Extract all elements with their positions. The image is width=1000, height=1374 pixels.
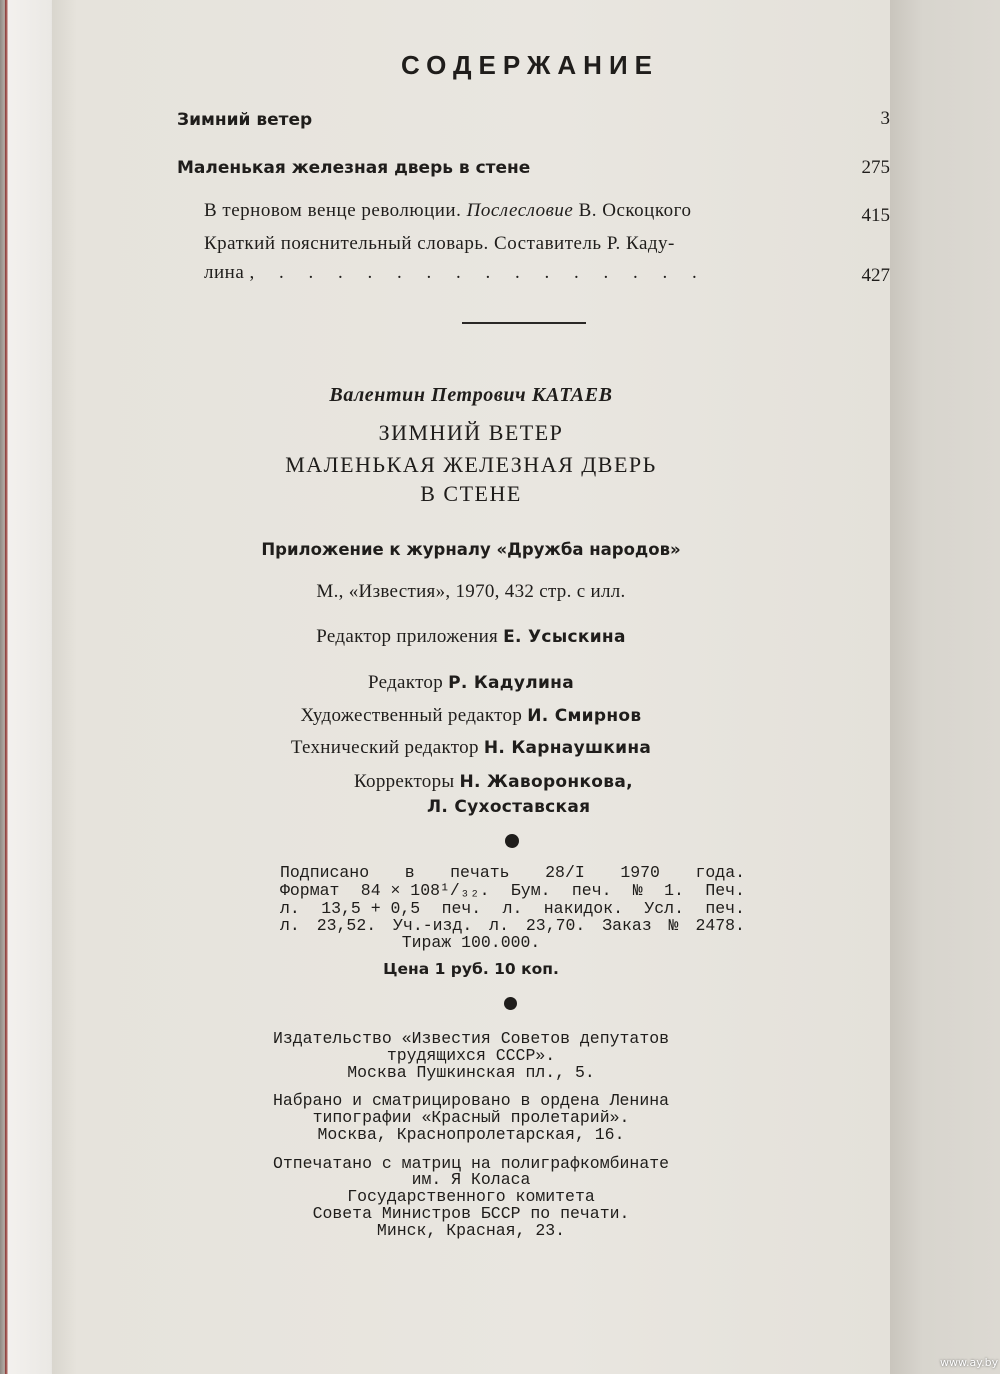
credit-name: И. Смирнов bbox=[527, 706, 642, 726]
book-title-line: ЗИМНИЙ ВЕТЕР bbox=[378, 420, 564, 445]
print-word: печ. bbox=[571, 881, 612, 900]
bullet-ornament bbox=[504, 997, 517, 1010]
print-word: Формат bbox=[280, 881, 340, 900]
print-details-line bbox=[280, 917, 745, 934]
publisher-line: Издательство «Известия Советов депутатов bbox=[272, 1029, 670, 1048]
print-details-line bbox=[280, 900, 745, 917]
supplement-text: Приложение к журналу «Дружба народов» bbox=[261, 540, 681, 559]
toc-afterword-author: В. Оскоцкого bbox=[578, 200, 692, 221]
credit-name: Р. Кадулина bbox=[448, 673, 574, 693]
section-divider bbox=[462, 322, 586, 324]
printing-line: Государственного комитета bbox=[347, 1187, 595, 1206]
credit-role: Технический редактор bbox=[290, 737, 479, 758]
print-details-line bbox=[280, 882, 745, 899]
print-word: 84 × 108¹/₃₂. bbox=[360, 881, 490, 900]
facing-page bbox=[890, 0, 1000, 1374]
print-word: № bbox=[668, 916, 679, 935]
print-word: л. bbox=[280, 899, 300, 918]
credit-line bbox=[52, 705, 890, 727]
publication-line: М., «Известия», 1970, 432 стр. с илл. bbox=[316, 581, 626, 602]
print-word: года. bbox=[695, 863, 745, 882]
credit-role: Редактор приложения bbox=[316, 626, 499, 647]
print-word: печ. bbox=[441, 899, 482, 918]
credit-role: Редактор bbox=[367, 672, 444, 693]
credit-line bbox=[52, 626, 890, 648]
print-word: 23,70. bbox=[525, 916, 586, 935]
toc-entry-page: 3 bbox=[880, 108, 890, 129]
credit-name: Е. Усыскина bbox=[503, 627, 626, 647]
book-title-line: МАЛЕНЬКАЯ ЖЕЛЕЗНАЯ ДВЕРЬ bbox=[285, 452, 657, 477]
print-word: Подписано bbox=[280, 863, 370, 882]
printing-line: Минск, Красная, 23. bbox=[376, 1221, 566, 1240]
credit-role: Корректоры bbox=[354, 771, 455, 792]
supplement-note bbox=[52, 540, 890, 559]
typesetting-line: Набрано и сматрицировано в ордена Ленина bbox=[272, 1091, 670, 1110]
publisher-line: трудящихся СССР». bbox=[386, 1046, 556, 1065]
circulation: Тираж 100.000. bbox=[401, 933, 541, 952]
book-title-line: В СТЕНЕ bbox=[420, 481, 522, 506]
print-word: 13,5 + 0,5 bbox=[321, 899, 421, 918]
printing-line: Совета Министров БССР по печати. bbox=[312, 1204, 630, 1223]
toc-afterword-label: Послесловие bbox=[466, 200, 574, 221]
bullet-ornament bbox=[505, 834, 519, 848]
watermark: www.ay.by bbox=[940, 1356, 999, 1369]
print-details-line bbox=[280, 864, 745, 881]
print-word: № bbox=[632, 881, 643, 900]
print-word: 23,52. bbox=[316, 916, 377, 935]
price: Цена 1 руб. 10 коп. bbox=[383, 960, 559, 978]
print-word: л. bbox=[280, 916, 300, 935]
print-word: 1970 bbox=[620, 863, 660, 882]
print-word: печать bbox=[450, 863, 510, 882]
toc-title: СОДЕРЖАНИЕ bbox=[401, 50, 659, 80]
credit-line bbox=[427, 796, 590, 818]
print-word: Заказ bbox=[602, 916, 652, 935]
print-word: печ. bbox=[705, 899, 745, 918]
toc-glossary-line2 bbox=[204, 262, 707, 284]
toc-entry-title: Маленькая железная дверь в стене bbox=[177, 158, 531, 178]
print-word: Уч.-изд. bbox=[393, 916, 473, 935]
credit-role: Художественный редактор bbox=[300, 705, 523, 726]
typesetting-line: типографии «Красный пролетарий». bbox=[312, 1108, 630, 1127]
print-word: 2478. bbox=[695, 916, 745, 935]
print-word: 28/I bbox=[545, 863, 585, 882]
book-spine-edge bbox=[0, 0, 58, 1374]
printing-line: им. Я Коласа bbox=[411, 1170, 531, 1189]
print-word: Усл. bbox=[644, 899, 684, 918]
toc-leader-dots: , . . . . . . . . . . . . . . . bbox=[249, 262, 707, 283]
credit-line bbox=[52, 737, 890, 759]
print-word: 1. bbox=[664, 881, 684, 900]
author-name: Валентин Петрович КАТАЕВ bbox=[329, 384, 613, 406]
credit-name: Н. Карнаушкина bbox=[483, 738, 652, 758]
credit-name: Л. Сухоставская bbox=[427, 797, 591, 817]
toc-entry-title: Зимний ветер bbox=[177, 110, 313, 130]
toc-entry-page: 415 bbox=[861, 205, 890, 226]
publisher-line: Москва Пушкинская пл., 5. bbox=[347, 1063, 595, 1082]
credit-line bbox=[354, 771, 633, 793]
toc-afterword bbox=[204, 200, 691, 222]
toc-entry-page: 427 bbox=[861, 265, 890, 286]
print-word: в bbox=[404, 863, 415, 882]
toc-entry-page: 275 bbox=[861, 157, 890, 178]
typesetting-line: Москва, Краснопролетарская, 16. bbox=[317, 1125, 625, 1144]
print-word: л. bbox=[489, 916, 509, 935]
print-word: л. bbox=[502, 899, 523, 918]
toc-glossary-line1: Краткий пояснительный словарь. Составитель Р. Каду- bbox=[204, 233, 675, 254]
credit-line bbox=[52, 672, 890, 694]
toc-afterword-title: В терновом венце революции. bbox=[204, 200, 462, 221]
toc-glossary-word: лина bbox=[204, 262, 245, 283]
print-word: Печ. bbox=[705, 881, 745, 900]
print-word: Бум. bbox=[510, 881, 551, 900]
credit-name: Н. Жаворонкова, bbox=[459, 772, 633, 792]
printing-line: Отпечатано с матриц на полиграфкомбинате bbox=[272, 1154, 670, 1173]
print-word: накидок. bbox=[543, 899, 623, 918]
